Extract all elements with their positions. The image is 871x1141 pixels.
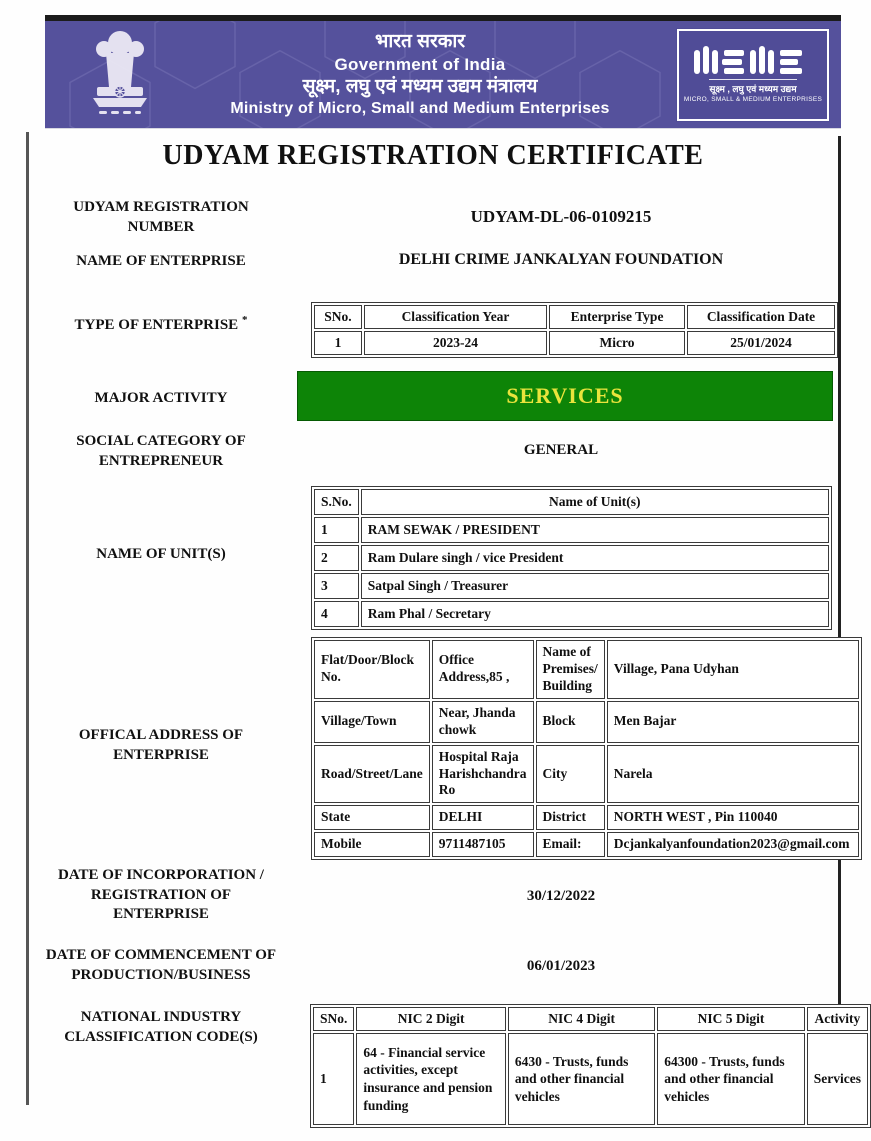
cell-sno: 2 [314,545,359,571]
units-table [311,486,832,630]
certificate-title: UDYAM REGISTRATION CERTIFICATE [162,140,704,171]
table-row [314,573,829,599]
incorporation-date-value: 30/12/2022 [526,888,596,904]
table-row [314,832,859,857]
major-activity-label: MAJOR ACTIVITY [94,390,228,406]
table-row [314,517,829,543]
cell-value: Men Bajar [607,701,859,743]
table-row [314,331,835,355]
cell-value: Village, Pana Udyhan [607,640,859,699]
cell-field: Name of Premises/ Building [536,640,605,699]
cell-sno: 4 [314,601,359,627]
th-sno: SNo. [314,305,362,329]
cell-classification-date: 25/01/2024 [687,331,835,355]
cell-field: State [314,805,430,830]
left-scan-line [26,132,29,1105]
th-sno: S.No. [314,489,359,515]
cell-unit-name: RAM SEWAK / PRESIDENT [361,517,829,543]
cell-value: Narela [607,745,859,804]
cell-field: Email: [536,832,605,857]
th-activity: Activity [807,1007,868,1031]
header-ministry-line: Ministry of Micro, Small and Medium Enterprises [230,99,610,117]
name-of-units-label: NAME OF UNIT(S) [96,546,226,562]
cell-classification-year: 2023-24 [364,331,547,355]
commencement-date-value: 06/01/2023 [526,958,596,974]
cell-field: City [536,745,605,804]
right-scan-line [838,136,841,1108]
table-header-row [313,1007,868,1031]
social-category-value: GENERAL [523,442,599,458]
major-activity-value: SERVICES [506,383,624,408]
th-classification-date: Classification Date [687,305,835,329]
ashoka-emblem-icon [77,25,163,125]
msme-logo-hindi: सूक्ष्म , लघु एवं मध्यम उद्यम [709,79,796,95]
cell-value: Office Address,85 , [432,640,534,699]
cell-unit-name: Satpal Singh / Treasurer [361,573,829,599]
cell-field: Mobile [314,832,430,857]
header-hindi-ministry: सूक्ष्म, लघु एवं मध्यम उद्यम मंत्रालय [302,76,538,98]
table-row [314,640,859,699]
cell-value: NORTH WEST , Pin 110040 [607,805,859,830]
enterprise-name-value: DELHI CRIME JANKALYAN FOUNDATION [398,251,724,268]
header-hindi-gov: भारत सरकार [374,31,466,53]
cell-field: Road/Street/Lane [314,745,430,804]
th-enterprise-type: Enterprise Type [549,305,685,329]
cell-unit-name: Ram Dulare singh / vice President [361,545,829,571]
header-government-of-india: Government of India [334,54,506,74]
msme-logo-subtitle: MICRO, SMALL & MEDIUM ENTERPRISES [683,96,823,103]
cell-field: Flat/Door/Block No. [314,640,430,699]
major-activity-banner [297,371,833,421]
cell-sno: 1 [314,331,362,355]
type-of-enterprise-label [42,313,280,336]
cell-nic-4-digit: 6430 - Trusts, funds and other financial vehicles [508,1033,655,1125]
table-row [314,745,859,804]
table-row [314,701,859,743]
table-row [314,601,829,627]
th-nic-2-digit: NIC 2 Digit [356,1007,505,1031]
cell-sno: 1 [314,517,359,543]
cell-value: DELHI [432,805,534,830]
cell-activity: Services [807,1033,868,1125]
cell-sno: 1 [313,1033,354,1125]
msme-logotype-icon [694,46,812,76]
header-band [45,15,841,129]
th-sno: SNo. [313,1007,354,1031]
registration-number-label: UDYAM REGISTRATION NUMBER [73,199,249,235]
type-of-enterprise-table [311,302,838,358]
nic-codes-label: NATIONAL INDUSTRY CLASSIFICATION CODE(S) [64,1009,258,1045]
cell-unit-name: Ram Phal / Secretary [361,601,829,627]
cell-nic-5-digit: 64300 - Trusts, funds and other financial vehicles [657,1033,804,1125]
address-table [311,637,862,860]
registration-number-value: UDYAM-DL-06-0109215 [470,207,652,226]
msme-logo [677,29,829,121]
cell-sno: 3 [314,573,359,599]
type-of-enterprise-label-text: TYPE OF ENTERPRISE [74,317,239,333]
cell-value: Near, Jhanda chowk [432,701,534,743]
table-row [313,1033,868,1125]
cell-field: Block [536,701,605,743]
nic-table [310,1004,871,1128]
official-address-label: OFFICAL ADDRESS OF ENTERPRISE [78,727,244,763]
enterprise-name-label: NAME OF ENTERPRISE [76,253,246,269]
cell-value: Hospital Raja Harishchandra Ro [432,745,534,804]
type-of-enterprise-asterisk: * [241,314,248,326]
th-unit-name: Name of Unit(s) [361,489,829,515]
social-category-label: SOCIAL CATEGORY OF ENTREPRENEUR [76,433,246,469]
table-row [314,805,859,830]
th-classification-year: Classification Year [364,305,547,329]
header-text-block [163,30,677,119]
table-header-row [314,305,835,329]
cell-value: 9711487105 [432,832,534,857]
cell-nic-2-digit: 64 - Financial service activities, except insurance and pension funding [356,1033,505,1125]
incorporation-date-label: DATE OF INCORPORATION / REGISTRATION OF ENTERPRISE [58,867,264,922]
cell-enterprise-type: Micro [549,331,685,355]
table-row [314,545,829,571]
cell-field: District [536,805,605,830]
table-header-row [314,489,829,515]
commencement-date-label: DATE OF COMMENCEMENT OF PRODUCTION/BUSINESS [45,947,277,983]
cell-field: Village/Town [314,701,430,743]
th-nic-4-digit: NIC 4 Digit [508,1007,655,1031]
th-nic-5-digit: NIC 5 Digit [657,1007,804,1031]
cell-value: Dcjankalyanfoundation2023@gmail.com [607,832,859,857]
